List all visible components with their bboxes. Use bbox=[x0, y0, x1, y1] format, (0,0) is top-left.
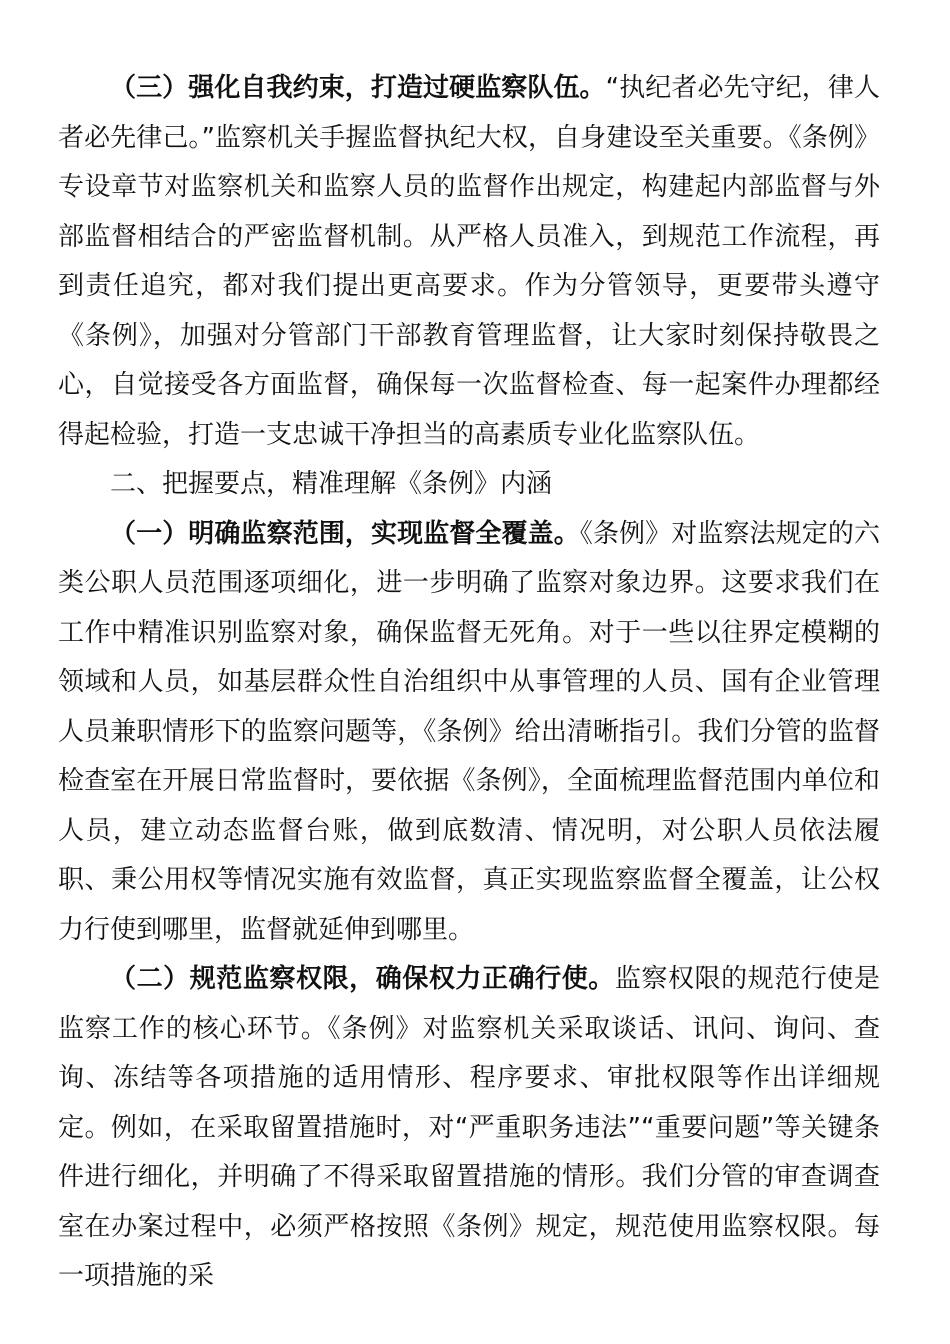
paragraph-body: 《条例》对监察法规定的六类公职人员范围逐项细化，进一步明确了监察对象边界。这要求我们在工作中精准识别监察对象，确保监督无死角。对于一些以往界定模糊的领域和人员，如基层群众性自治组织中从事管理的人员、国有企业管理人员兼职情形下的监察问题等，《条例》给出清晰指引。我们分管的监督检查室在开展日常监督时，要依据《条例》，全面梳理监督范围内单位和人员，建立动态监督台账，做到底数清、情况明，对公职人员依法履职、秉公用权等情况实施有效监督，真正实现监察监督全覆盖，让公权力行使到哪里，监督就延伸到哪里。 bbox=[58, 518, 880, 945]
paragraph-body: “执纪者必先守纪，律人者必先律己。”监察机关手握监督执纪大权，自身建设至关重要。《条例》专设章节对监察机关和监察人员的监督作出规定，构建起内部监督与外部监督相结合的严密监督机制。从严格人员准入，到规范工作流程，再到责任追究，都对我们提出更高要求。作为分管领导，更要带头遵守《条例》，加强对分管部门干部教育管理监督，让大家时刻保持敬畏之心，自觉接受各方面监督，确保每一次监督检查、每一起案件办理都经得起检验，打造一支忠诚干净担当的高素质专业化监察队伍。 bbox=[58, 73, 880, 450]
paragraph-strengthen-self-discipline bbox=[58, 64, 880, 460]
paragraph-lead: （三）强化自我约束，打造过硬监察队伍。 bbox=[110, 73, 606, 103]
paragraph-supervision-authority bbox=[58, 955, 880, 1302]
document-page bbox=[58, 64, 880, 1302]
paragraph-body: 监察权限的规范行使是监察工作的核心环节。《条例》对监察机关采取谈话、讯问、询问、查询、冻结等各项措施的适用情形、程序要求、审批权限等作出详细规定。例如，在采取留置措施时，对“严重职务违法”“重要问题”等关键条件进行细化，并明确了不得采取留置措施的情形。我们分管的审查调查室在办案过程中，必须严格按照《条例》规定，规范使用监察权限。每一项措施的采 bbox=[58, 964, 880, 1291]
section-heading-two: 二、把握要点，精准理解《条例》内涵 bbox=[110, 469, 553, 499]
paragraph-lead: （一）明确监察范围，实现监督全覆盖。 bbox=[110, 518, 580, 549]
paragraph-supervision-scope bbox=[58, 510, 880, 956]
paragraph-lead: （二）规范监察权限，确保权力正确行使。 bbox=[110, 964, 615, 994]
